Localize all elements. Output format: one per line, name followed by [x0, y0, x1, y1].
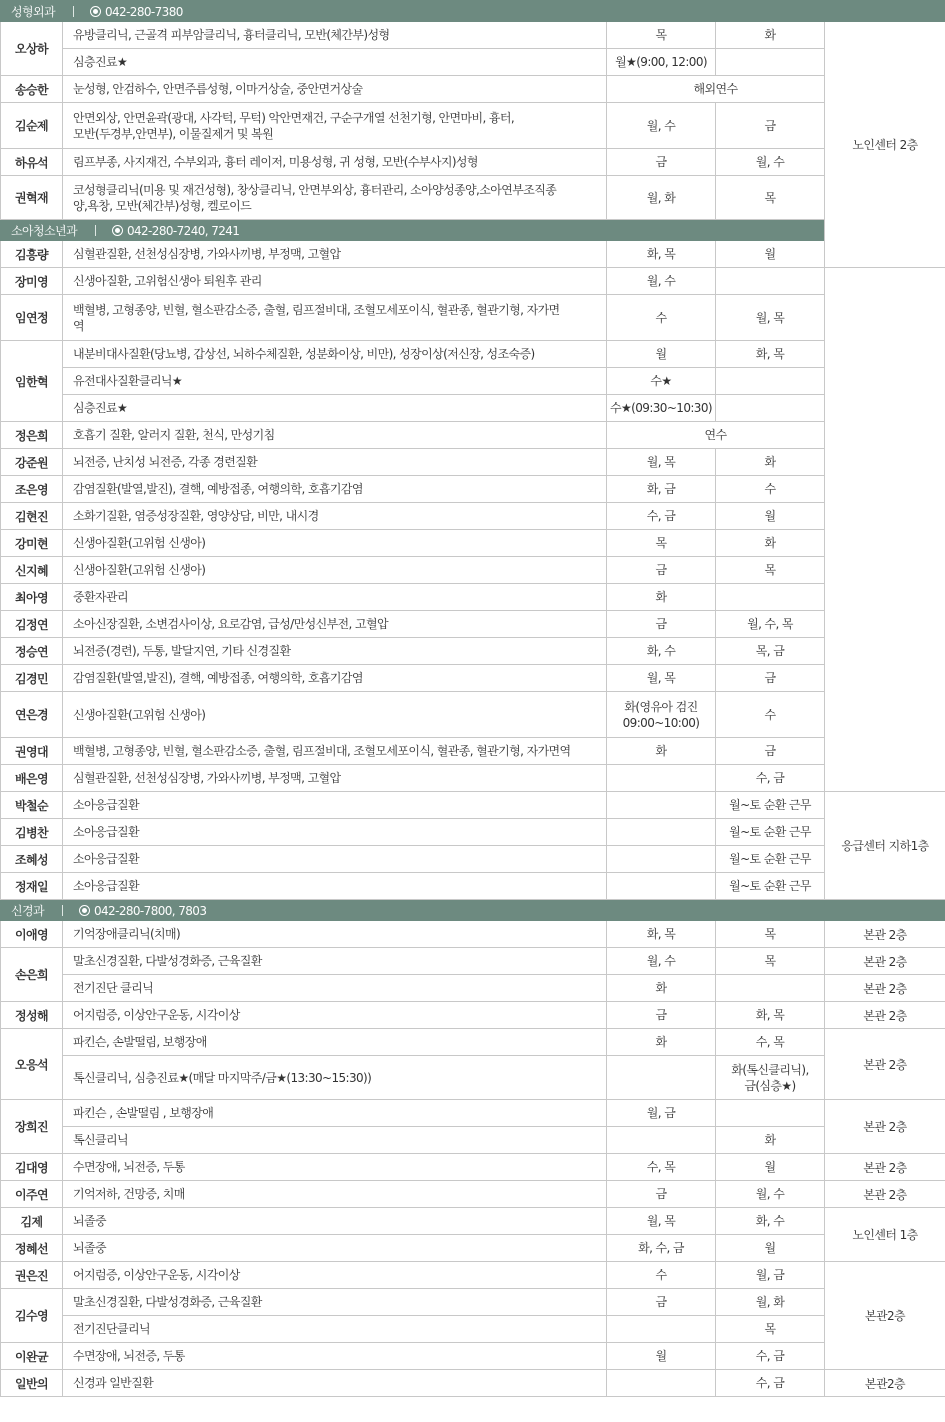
table-row	[1, 76, 945, 103]
table-row	[1, 295, 945, 341]
specialty: 파킨슨 , 손발떨림 , 보행장애	[63, 1100, 607, 1127]
pm-days	[716, 975, 825, 1002]
location: 본관 2층	[825, 948, 945, 975]
table-row	[1, 1262, 945, 1289]
doctor-name: 김제	[1, 1208, 63, 1235]
doctor-name: 하유석	[1, 149, 63, 176]
doctor-name: 송승한	[1, 76, 63, 103]
pm-days: 월, 금	[716, 1262, 825, 1289]
pm-days: 월, 수	[716, 149, 825, 176]
pm-days: 화, 목	[716, 341, 825, 368]
pm-days	[716, 368, 825, 395]
specialty: 소화기질환, 염증성장질환, 영양상담, 비만, 내시경	[63, 503, 607, 530]
specialty: 심층진료★	[63, 49, 607, 76]
pm-days	[716, 584, 825, 611]
am-days: 월, 목	[607, 1208, 716, 1235]
location: 응급센터 지하1층	[825, 792, 945, 900]
doctor-name: 정은희	[1, 422, 63, 449]
am-days: 월, 수	[607, 268, 716, 295]
am-days: 월	[607, 1343, 716, 1370]
table-row	[1, 1289, 945, 1316]
table-row	[1, 1208, 945, 1235]
table-row	[1, 1029, 945, 1056]
phone-icon	[90, 6, 101, 17]
doctor-name: 권혁재	[1, 176, 63, 220]
pm-days: 금	[716, 738, 825, 765]
pm-days: 수, 금	[716, 1370, 825, 1397]
specialty: 소아응급질환	[63, 873, 607, 900]
section-header-neurology	[1, 900, 945, 921]
pm-days: 화, 수	[716, 1208, 825, 1235]
am-days	[607, 792, 716, 819]
doctor-name: 김병찬	[1, 819, 63, 846]
pm-days: 수, 목	[716, 1029, 825, 1056]
table-row	[1, 873, 945, 900]
pm-days: 화	[716, 22, 825, 49]
table-row	[1, 1370, 945, 1397]
table-row	[1, 1316, 945, 1343]
doctor-name: 손은희	[1, 948, 63, 1002]
specialty: 전기진단 클리닉	[63, 975, 607, 1002]
table-row	[1, 611, 945, 638]
section-title: 신경과	[11, 903, 44, 918]
specialty: 호흡기 질환, 알러지 질환, 천식, 만성기침	[63, 422, 607, 449]
specialty: 뇌졸중	[63, 1235, 607, 1262]
doctor-name: 김정연	[1, 611, 63, 638]
specialty: 백혈병, 고형종양, 빈혈, 혈소판감소증, 출혈, 림프절비대, 조혈모세포이식, 혈관종, 혈관기형, 자가면역	[63, 738, 607, 765]
am-days: 수★	[607, 368, 716, 395]
specialty: 말초신경질환, 다발성경화증, 근육질환	[63, 948, 607, 975]
location: 본관 2층	[825, 921, 945, 948]
doctor-name: 조혜성	[1, 846, 63, 873]
pm-days: 월	[716, 241, 825, 268]
location: 본관 2층	[825, 1100, 945, 1154]
pm-days: 월~토 순환 근무	[716, 873, 825, 900]
am-days: 수, 목	[607, 1154, 716, 1181]
am-days	[607, 765, 716, 792]
section-phone: 042-280-7800, 7803	[93, 903, 207, 918]
pm-days: 수	[716, 476, 825, 503]
specialty: 감염질환(발열,발진), 결핵, 예방접종, 여행의학, 호흡기감염	[63, 476, 607, 503]
am-days	[607, 1056, 716, 1100]
doctor-name: 정혜선	[1, 1235, 63, 1262]
am-days	[607, 1127, 716, 1154]
doctor-name: 배은영	[1, 765, 63, 792]
am-days: 월, 수	[607, 103, 716, 149]
schedule-note: 해외연수	[607, 76, 825, 103]
table-row	[1, 846, 945, 873]
doctor-name: 강준원	[1, 449, 63, 476]
doctor-name: 김수영	[1, 1289, 63, 1343]
am-days: 월	[607, 341, 716, 368]
am-days: 금	[607, 611, 716, 638]
specialty: 톡신클리닉	[63, 1127, 607, 1154]
table-row	[1, 1002, 945, 1029]
am-days: 화, 목	[607, 241, 716, 268]
am-days: 화	[607, 584, 716, 611]
specialty: 신생아질환, 고위험신생아 퇴원후 관리	[63, 268, 607, 295]
section-title: 소아청소년과	[11, 223, 77, 238]
table-row	[1, 765, 945, 792]
am-days: 수★(09:30~10:30)	[607, 395, 716, 422]
am-days: 목	[607, 22, 716, 49]
pm-days: 월	[716, 1235, 825, 1262]
specialty: 신경과 일반질환	[63, 1370, 607, 1397]
doctor-name: 장희진	[1, 1100, 63, 1154]
table-row	[1, 638, 945, 665]
location: 본관 2층	[825, 975, 945, 1002]
doctor-name: 이주연	[1, 1181, 63, 1208]
pm-days: 화	[716, 449, 825, 476]
am-days: 수, 금	[607, 503, 716, 530]
specialty: 림프부종, 사지재건, 수부외과, 흉터 레이저, 미용성형, 귀 성형, 모반(수부사지)성형	[63, 149, 607, 176]
table-row	[1, 530, 945, 557]
am-days: 화, 금	[607, 476, 716, 503]
table-row	[1, 1343, 945, 1370]
pm-days: 금	[716, 665, 825, 692]
specialty: 전기진단클리닉	[63, 1316, 607, 1343]
specialty: 수면장애, 뇌전증, 두통	[63, 1343, 607, 1370]
location: 본관 2층	[825, 1029, 945, 1100]
pm-days: 금	[716, 103, 825, 149]
table-row	[1, 49, 945, 76]
am-days	[607, 1316, 716, 1343]
pm-days: 목	[716, 176, 825, 220]
location: 본관2층	[825, 1370, 945, 1397]
section-phone: 042-280-7240, 7241	[126, 223, 240, 238]
doctor-name: 임연정	[1, 295, 63, 341]
am-days: 금	[607, 149, 716, 176]
specialty: 심혈관질환, 선천성심장병, 가와사끼병, 부정맥, 고혈압	[63, 765, 607, 792]
location: 본관 2층	[825, 1154, 945, 1181]
doctor-name: 조은영	[1, 476, 63, 503]
pm-days: 월	[716, 1154, 825, 1181]
pm-days: 목, 금	[716, 638, 825, 665]
schedule-note: 연수	[607, 422, 825, 449]
pm-days: 월~토 순환 근무	[716, 819, 825, 846]
pm-days: 목	[716, 921, 825, 948]
doctor-name: 권은진	[1, 1262, 63, 1289]
am-days: 화	[607, 1029, 716, 1056]
pm-days	[716, 49, 825, 76]
table-row	[1, 665, 945, 692]
pm-days: 월, 목	[716, 295, 825, 341]
pm-days: 목	[716, 948, 825, 975]
pm-days: 월	[716, 503, 825, 530]
table-row	[1, 103, 945, 149]
specialty: 소아응급질환	[63, 819, 607, 846]
location: 본관 2층	[825, 1002, 945, 1029]
pm-days	[716, 1100, 825, 1127]
pm-days: 수, 금	[716, 1343, 825, 1370]
pm-days	[716, 395, 825, 422]
specialty: 파킨슨, 손발떨림, 보행장애	[63, 1029, 607, 1056]
doctor-name: 김흥량	[1, 241, 63, 268]
specialty: 뇌졸중	[63, 1208, 607, 1235]
table-row	[1, 149, 945, 176]
table-row	[1, 368, 945, 395]
table-row	[1, 503, 945, 530]
table-row	[1, 819, 945, 846]
am-days: 금	[607, 557, 716, 584]
doctor-name: 연은경	[1, 692, 63, 738]
specialty: 수면장애, 뇌전증, 두통	[63, 1154, 607, 1181]
am-days: 금	[607, 1002, 716, 1029]
specialty: 기억장애클리닉(치매)	[63, 921, 607, 948]
am-days: 금	[607, 1181, 716, 1208]
am-days	[607, 846, 716, 873]
specialty: 뇌전증(경련), 두통, 발달지연, 기타 신경질환	[63, 638, 607, 665]
specialty: 어지럼증, 이상안구운동, 시각이상	[63, 1262, 607, 1289]
pm-days: 월, 화	[716, 1289, 825, 1316]
table-row	[1, 792, 945, 819]
am-days: 월, 수	[607, 948, 716, 975]
doctor-name: 김현진	[1, 503, 63, 530]
am-days: 월, 화	[607, 176, 716, 220]
doctor-name: 박철순	[1, 792, 63, 819]
table-row	[1, 395, 945, 422]
doctor-name: 오상하	[1, 22, 63, 76]
doctor-name: 최아영	[1, 584, 63, 611]
am-days: 화, 수, 금	[607, 1235, 716, 1262]
doctor-name: 정성해	[1, 1002, 63, 1029]
specialty: 소아신장질환, 소변검사이상, 요로감염, 급성/만성신부전, 고혈압	[63, 611, 607, 638]
pm-days: 목	[716, 557, 825, 584]
am-days: 화, 수	[607, 638, 716, 665]
table-row	[1, 176, 945, 220]
am-days: 월, 금	[607, 1100, 716, 1127]
location: 노인센터 1층	[825, 1208, 945, 1262]
pm-days: 월, 수, 목	[716, 611, 825, 638]
table-row	[1, 1056, 945, 1100]
am-days: 수	[607, 295, 716, 341]
pm-days: 화(톡신클리닉), 금(심층★)	[716, 1056, 825, 1100]
phone-icon	[79, 905, 90, 916]
specialty: 어지럼증, 이상안구운동, 시각이상	[63, 1002, 607, 1029]
pm-days: 수, 금	[716, 765, 825, 792]
am-days	[607, 819, 716, 846]
doctor-name: 김대영	[1, 1154, 63, 1181]
pm-days: 화	[716, 1127, 825, 1154]
doctor-name: 장미영	[1, 268, 63, 295]
location: 본관 2층	[825, 1181, 945, 1208]
specialty: 안면외상, 안면윤곽(광대, 사각턱, 무턱) 악안면재건, 구순구개열 선천기형, 안면마비, 흉터, 모반(두경부,안면부), 이물질제거 및 복원	[63, 103, 607, 149]
specialty: 유전대사질환클리닉★	[63, 368, 607, 395]
am-days: 목	[607, 530, 716, 557]
pm-days: 화	[716, 530, 825, 557]
table-row	[1, 22, 945, 49]
phone-icon	[112, 225, 123, 236]
table-row	[1, 557, 945, 584]
am-days	[607, 1370, 716, 1397]
table-row	[1, 1127, 945, 1154]
specialty: 심혈관질환, 선천성심장병, 가와사끼병, 부정맥, 고혈압	[63, 241, 607, 268]
doctor-name: 김경민	[1, 665, 63, 692]
table-row	[1, 738, 945, 765]
pm-days	[716, 268, 825, 295]
specialty: 신생아질환(고위험 신생아)	[63, 530, 607, 557]
table-row	[1, 268, 945, 295]
specialty: 소아응급질환	[63, 846, 607, 873]
am-days: 화	[607, 975, 716, 1002]
doctor-name: 오응석	[1, 1029, 63, 1100]
am-days	[607, 873, 716, 900]
pm-days: 월~토 순환 근무	[716, 846, 825, 873]
doctor-name: 임한혁	[1, 341, 63, 422]
doctor-name: 이애영	[1, 921, 63, 948]
table-row	[1, 476, 945, 503]
table-row	[1, 692, 945, 738]
table-row	[1, 449, 945, 476]
specialty: 기억저하, 건망증, 치매	[63, 1181, 607, 1208]
table-row	[1, 921, 945, 948]
section-header-plastic	[1, 1, 945, 22]
doctor-name: 이완균	[1, 1343, 63, 1370]
table-row	[1, 1235, 945, 1262]
specialty: 뇌전증, 난치성 뇌전증, 각종 경련질환	[63, 449, 607, 476]
specialty: 신생아질환(고위험 신생아)	[63, 557, 607, 584]
specialty: 내분비대사질환(당뇨병, 갑상선, 뇌하수체질환, 성분화이상, 비만), 성장이상(저신장, 성조숙증)	[63, 341, 607, 368]
am-days: 월★(9:00, 12:00)	[607, 49, 716, 76]
pm-days: 화, 목	[716, 1002, 825, 1029]
doctor-name: 일반의	[1, 1370, 63, 1397]
section-title: 성형외과	[11, 4, 55, 19]
am-days: 화	[607, 738, 716, 765]
table-row	[1, 948, 945, 975]
am-days: 월, 목	[607, 665, 716, 692]
table-row	[1, 422, 945, 449]
pm-days: 목	[716, 1316, 825, 1343]
specialty: 심층진료★	[63, 395, 607, 422]
location: 노인센터 2층	[825, 22, 945, 268]
table-row	[1, 1100, 945, 1127]
doctor-name: 신지혜	[1, 557, 63, 584]
specialty: 소아응급질환	[63, 792, 607, 819]
table-row	[1, 341, 945, 368]
doctor-name: 정승연	[1, 638, 63, 665]
specialty: 유방클리닉, 근골격 피부암클리닉, 흉터클리닉, 모반(체간부)성형	[63, 22, 607, 49]
table-row	[1, 241, 945, 268]
pm-days: 수	[716, 692, 825, 738]
am-days: 금	[607, 1289, 716, 1316]
specialty: 감염질환(발열,발진), 결핵, 예방접종, 여행의학, 호흡기감염	[63, 665, 607, 692]
doctor-name: 권영대	[1, 738, 63, 765]
doctor-name: 김순제	[1, 103, 63, 149]
specialty: 중환자관리	[63, 584, 607, 611]
section-header-pediatrics	[1, 220, 945, 241]
section-phone: 042-280-7380	[104, 4, 183, 19]
table-row	[1, 1181, 945, 1208]
specialty: 톡신클리닉, 심층진료★(매달 마지막주/금★(13:30~15:30))	[63, 1056, 607, 1100]
pm-days: 월~토 순환 근무	[716, 792, 825, 819]
location: 본관2층	[825, 1262, 945, 1370]
doctor-name: 강미현	[1, 530, 63, 557]
table-row	[1, 584, 945, 611]
table-row	[1, 1154, 945, 1181]
pm-days: 월, 수	[716, 1181, 825, 1208]
table-row	[1, 975, 945, 1002]
am-days: 수	[607, 1262, 716, 1289]
specialty: 눈성형, 안검하수, 안면주름성형, 이마거상술, 중안면거상술	[63, 76, 607, 103]
specialty: 말초신경질환, 다발성경화증, 근육질환	[63, 1289, 607, 1316]
am-days: 월, 목	[607, 449, 716, 476]
specialty: 백혈병, 고형종양, 빈혈, 혈소판감소증, 출혈, 림프절비대, 조혈모세포이식, 혈관종, 혈관기형, 자가면 역	[63, 295, 607, 341]
specialty: 신생아질환(고위험 신생아)	[63, 692, 607, 738]
specialty: 코성형클리닉(미용 및 재건성형), 창상클리닉, 안면부외상, 흉터관리, 소아양성종양,소아연부조직종 양,욕창, 모반(체간부)성형, 켈로이드	[63, 176, 607, 220]
doctor-name: 정재일	[1, 873, 63, 900]
am-days: 화(영유아 검진 09:00~10:00)	[607, 692, 716, 738]
am-days: 화, 목	[607, 921, 716, 948]
